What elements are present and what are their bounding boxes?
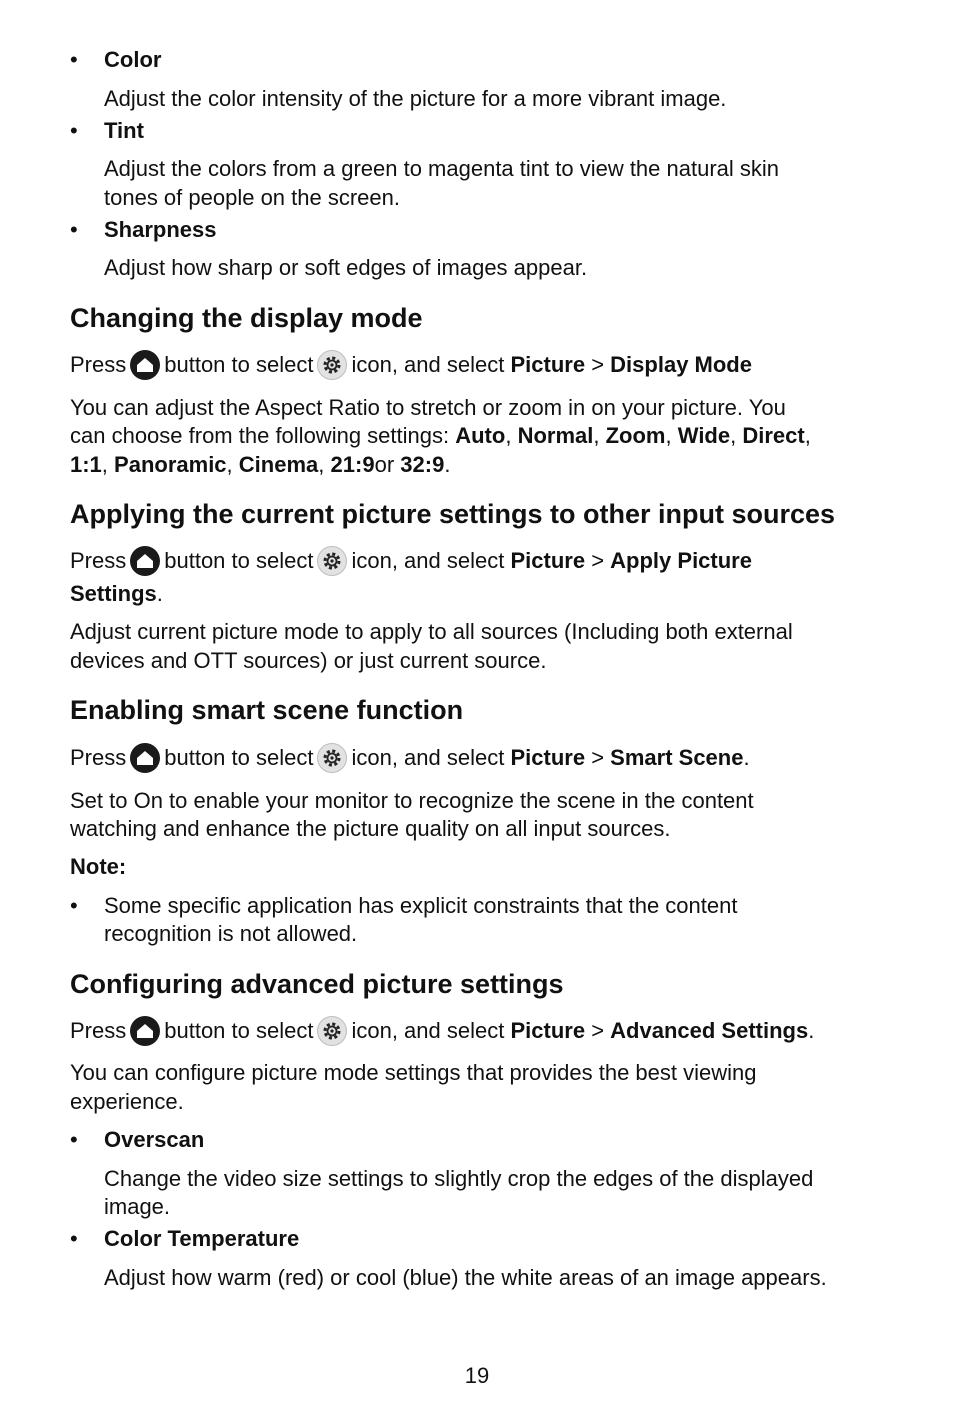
note-label: Note: [70, 854, 127, 879]
page-number: 19 [464, 1363, 490, 1388]
para-display-mode-l2: can choose from the following settings: Auto, Normal, Zoom, Wide, Direct, [70, 423, 811, 448]
para-display-mode-l1: You can adjust the Aspect Ratio to stretch or zoom in on your picture. You [70, 395, 786, 420]
home-icon [130, 546, 160, 576]
item-term-tint: Tint [104, 118, 144, 143]
home-icon [130, 743, 160, 773]
bullet: • [70, 893, 78, 918]
instruction-apply-picture: Press button to select icon, and select Picture > Apply Picture [70, 546, 752, 576]
instruction-smart-scene: Press button to select icon, and select Picture > Smart Scene. [70, 743, 750, 773]
note-item-l2: recognition is not allowed. [104, 921, 358, 946]
instruction-advanced-settings: Press button to select icon, and select Picture > Advanced Settings. [70, 1016, 814, 1046]
home-icon [130, 1016, 160, 1046]
bullet: • [70, 47, 78, 72]
gear-icon [317, 546, 347, 576]
note-item-l1: Some specific application has explicit constraints that the content [104, 893, 738, 918]
item-desc-tint-l1: Adjust the colors from a green to magenta tint to view the natural skin [104, 156, 780, 181]
instruction-display-mode: Press button to select icon, and select Picture > Display Mode [70, 350, 752, 380]
heading-display-mode: Changing the display mode [70, 303, 423, 333]
para-advanced-l2: experience. [70, 1089, 184, 1114]
item-desc-sharpness: Adjust how sharp or soft edges of images appear. [104, 255, 588, 280]
gear-icon [317, 1016, 347, 1046]
para-advanced-l1: You can configure picture mode settings that provides the best viewing [70, 1060, 757, 1085]
para-smart-scene-l1: Set to On to enable your monitor to recognize the scene in the content [70, 788, 754, 813]
item-desc-overscan-l2: image. [104, 1194, 171, 1219]
heading-smart-scene: Enabling smart scene function [70, 695, 464, 725]
bullet: • [70, 118, 78, 143]
para-apply-picture-l1: Adjust current picture mode to apply to all sources (Including both external [70, 619, 793, 644]
item-term-color-temperature: Color Temperature [104, 1226, 300, 1251]
heading-apply-picture: Applying the current picture settings to other input sources [70, 499, 836, 529]
para-display-mode-l3: 1:1, Panoramic, Cinema, 21:9or 32:9. [70, 452, 451, 477]
gear-icon [317, 743, 347, 773]
gear-icon [317, 350, 347, 380]
para-smart-scene-l2: watching and enhance the picture quality on all input sources. [70, 816, 671, 841]
bullet: • [70, 1127, 78, 1152]
bullet: • [70, 1226, 78, 1251]
instruction-apply-picture-l2: Settings. [70, 581, 163, 606]
bullet: • [70, 217, 78, 242]
home-icon [130, 350, 160, 380]
item-term-overscan: Overscan [104, 1127, 205, 1152]
item-desc-color-temperature: Adjust how warm (red) or cool (blue) the white areas of an image appears. [104, 1265, 827, 1290]
item-term-color: Color [104, 47, 162, 72]
heading-advanced-settings: Configuring advanced picture settings [70, 969, 564, 999]
para-apply-picture-l2: devices and OTT sources) or just current source. [70, 648, 547, 673]
item-term-sharpness: Sharpness [104, 217, 217, 242]
item-desc-overscan-l1: Change the video size settings to slightly crop the edges of the displayed [104, 1166, 814, 1191]
item-desc-tint-l2: tones of people on the screen. [104, 185, 400, 210]
item-desc-color: Adjust the color intensity of the picture for a more vibrant image. [104, 86, 727, 111]
